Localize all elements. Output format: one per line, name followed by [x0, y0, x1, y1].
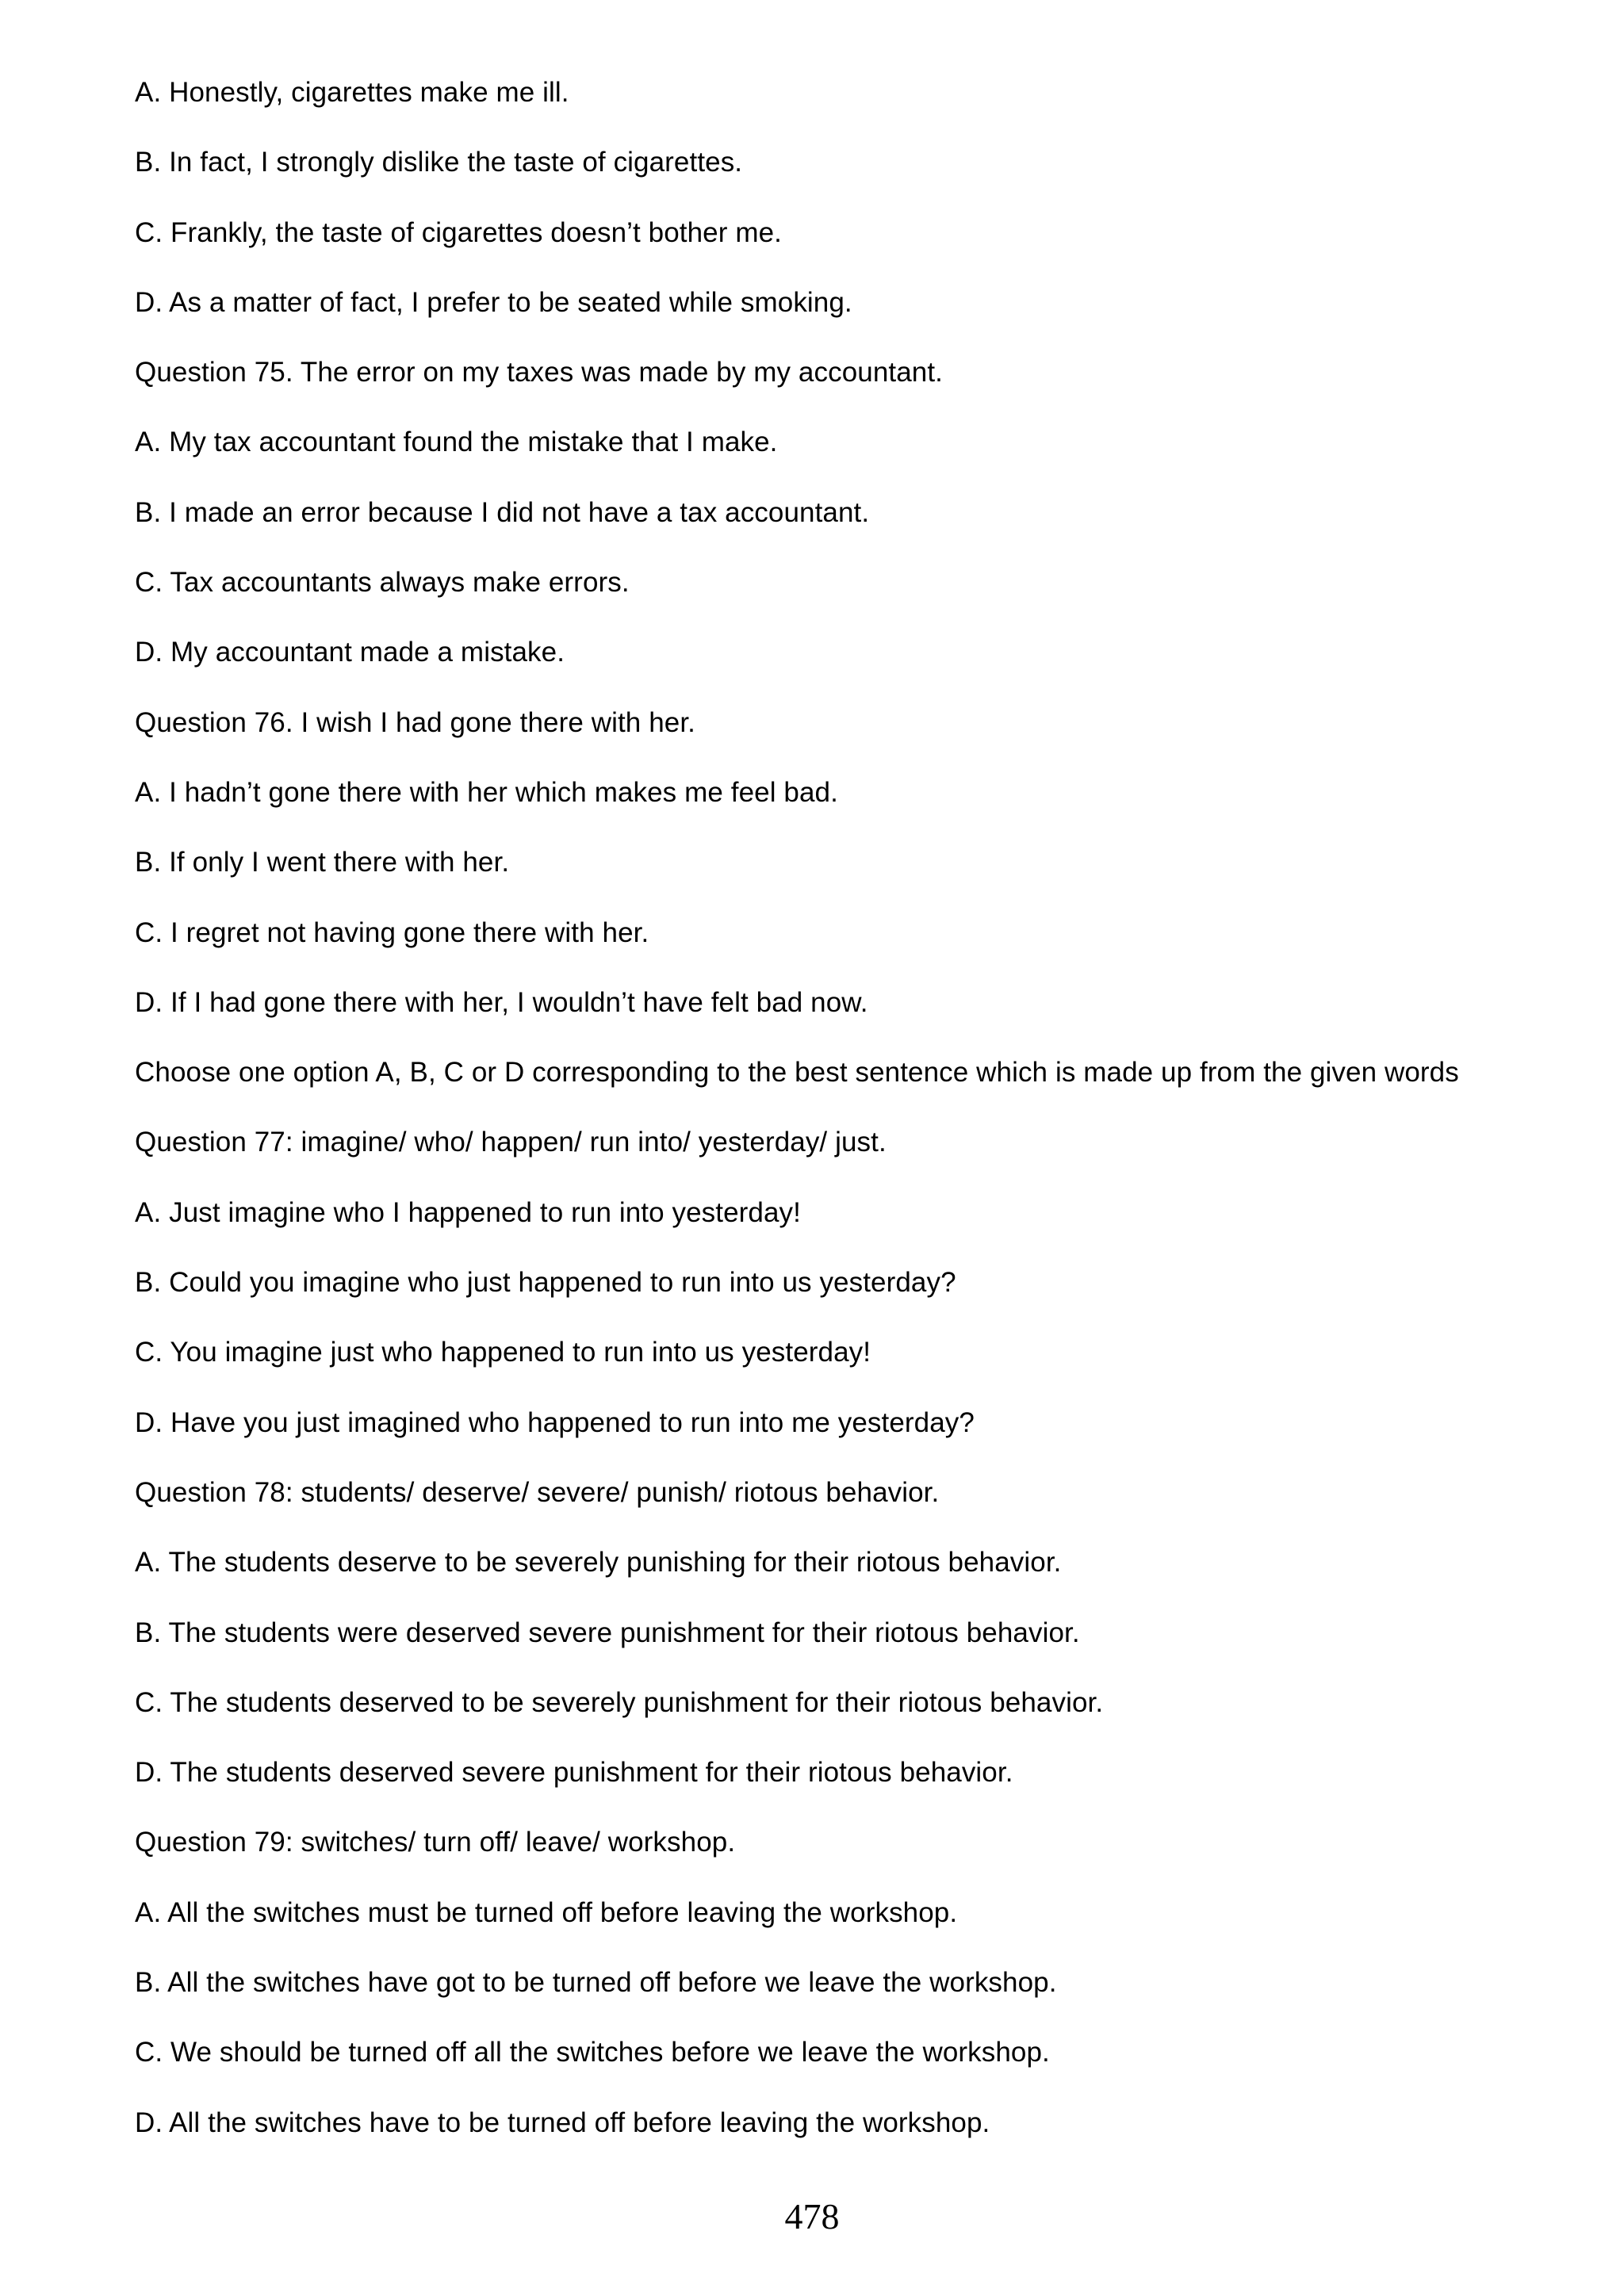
question-line: Question 76. I wish I had gone there with her.: [135, 706, 695, 738]
option-line: A. Just imagine who I happened to run into yesterday!: [135, 1196, 801, 1228]
option-line: A. The students deserve to be severely punishing for their riotous behavior.: [135, 1547, 1062, 1578]
option-line: C. We should be turned off all the switches before we leave the workshop.: [135, 2037, 1050, 2068]
question-line: Question 75. The error on my taxes was made by my accountant.: [135, 357, 943, 388]
option-line: C. I regret not having gone there with her.: [135, 916, 649, 948]
option-line: B. Could you imagine who just happened to run into us yesterday?: [135, 1267, 956, 1299]
question-line: Question 78: students/ deserve/ severe/ punish/ riotous behavior.: [135, 1476, 940, 1508]
option-line: D. As a matter of fact, I prefer to be seated while smoking.: [135, 286, 852, 318]
document-body: [135, 73, 1578, 2173]
option-line: C. Tax accountants always make errors.: [135, 567, 630, 599]
option-line: A. My tax accountant found the mistake that I make.: [135, 427, 778, 458]
option-line: A. All the switches must be turned off before leaving the workshop.: [135, 1896, 958, 1928]
option-line: B. If only I went there with her.: [135, 847, 510, 878]
option-line: A. I hadn’t gone there with her which makes me feel bad.: [135, 776, 838, 808]
option-line: D. If I had gone there with her, I wouldn’t have felt bad now.: [135, 986, 868, 1018]
section-instruction: Choose one option A, B, C or D corresponding to the best sentence which is made up from the given words: [135, 1057, 1459, 1089]
question-line: Question 79: switches/ turn off/ leave/ workshop.: [135, 1827, 736, 1858]
option-line: B. I made an error because I did not have a tax accountant.: [135, 496, 870, 528]
option-line: C. You imagine just who happened to run into us yesterday!: [135, 1337, 871, 1368]
question-line: Question 77: imagine/ who/ happen/ run into/ yesterday/ just.: [135, 1127, 887, 1158]
option-line: D. All the switches have to be turned off before leaving the workshop.: [135, 2107, 990, 2138]
option-line: B. In fact, I strongly dislike the taste of cigarettes.: [135, 147, 743, 178]
option-line: C. The students deserved to be severely punishment for their riotous behavior.: [135, 1686, 1104, 1718]
option-line: A. Honestly, cigarettes make me ill.: [135, 77, 569, 108]
page-number: 478: [784, 2196, 840, 2237]
option-line: C. Frankly, the taste of cigarettes doesn’t bother me.: [135, 216, 782, 248]
option-line: B. All the switches have got to be turned off before we leave the workshop.: [135, 1967, 1057, 1999]
option-line: B. The students were deserved severe punishment for their riotous behavior.: [135, 1617, 1080, 1648]
option-line: D. My accountant made a mistake.: [135, 637, 565, 668]
option-line: D. Have you just imagined who happened to run into me yesterday?: [135, 1406, 975, 1438]
option-line: D. The students deserved severe punishment for their riotous behavior.: [135, 1757, 1013, 1789]
